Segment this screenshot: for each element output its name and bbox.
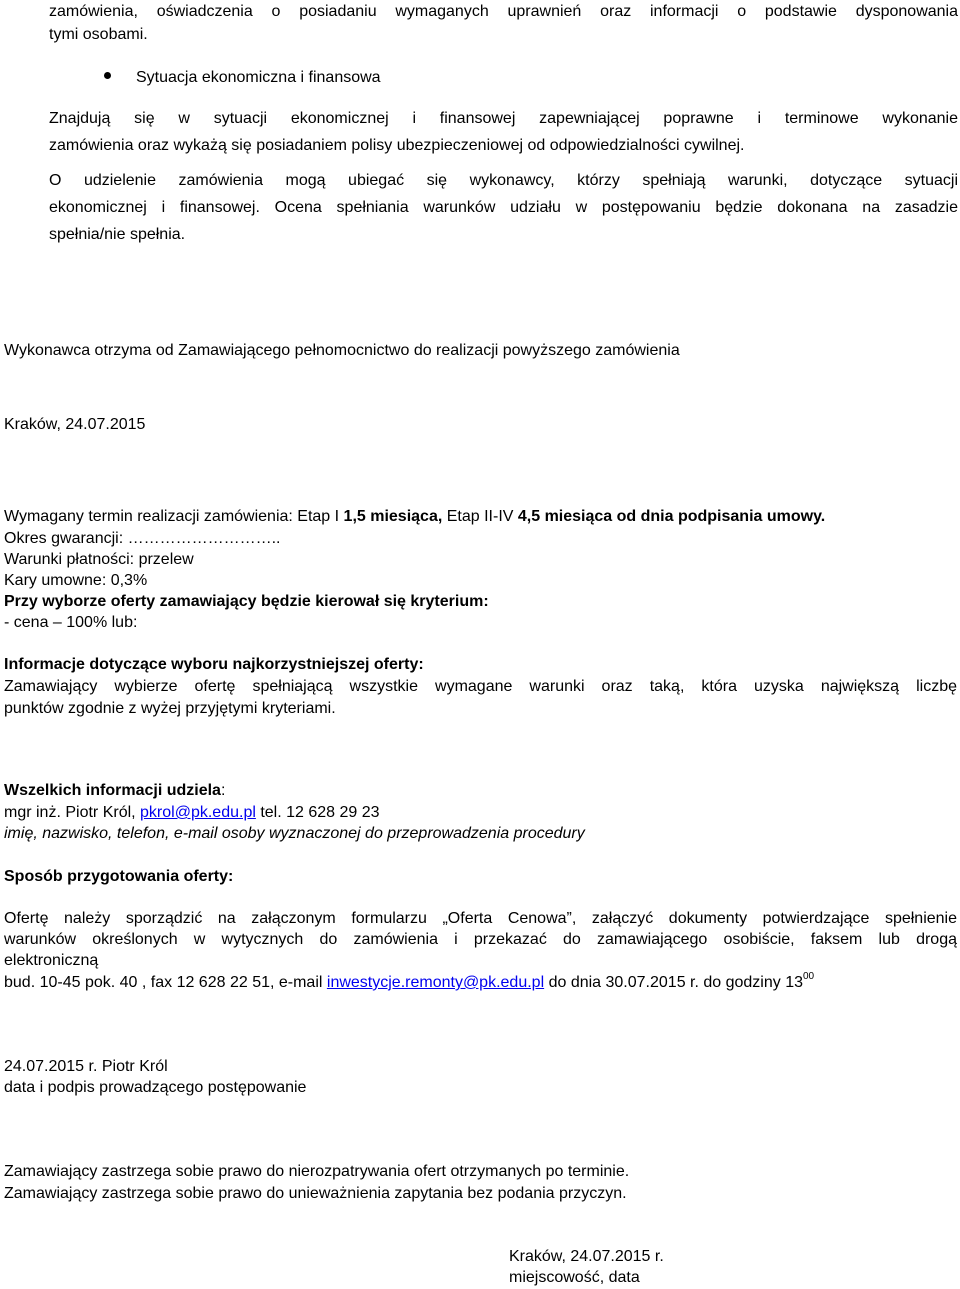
intro-line-2: tymi osobami.: [49, 26, 148, 43]
footer-caption: miejscowość, data: [509, 1269, 640, 1286]
contact-person: [4, 801, 957, 824]
contact-heading-label: Wszelkich informacji udziela: [4, 782, 221, 799]
place-date-1: Kraków, 24.07.2015: [4, 416, 146, 433]
preparation-line-2: warunków określonych w wytycznych do zamówienia i przekazać do zamawiającego osobiście, faksem lub drogą: [4, 931, 957, 948]
contact-email-link[interactable]: pkrol@pk.edu.pl: [140, 804, 256, 821]
eligibility-line-1: O udzielenie zamówienia mogą ubiegać się wykonawcy, którzy spełniają warunki, dotyczące sytuacji: [49, 172, 958, 189]
preparation-heading: Sposób przygotowania oferty:: [4, 868, 234, 885]
selection-heading: Informacje dotyczące wyboru najkorzystniejszej oferty:: [4, 656, 424, 673]
economic-bullet-label: Sytuacja ekonomiczna i finansowa: [136, 69, 381, 86]
economic-line-2: zamówienia oraz wykażą się posiadaniem polisy ubezpieczeniowej od odpowiedzialności cywilnej.: [49, 137, 745, 154]
eligibility-line-2: ekonomicznej i finansowej. Ocena spełniania warunków udziału w postępowaniu będzie dokonana na zasadzie: [49, 199, 958, 216]
footer-place-date: Kraków, 24.07.2015 r.: [509, 1248, 664, 1265]
preparation-line-1: Ofertę należy sporządzić na załączonym formularzu „Oferta Cenowa”, załączyć dokumenty potwierdzające spełnienie: [4, 910, 957, 927]
contact-phone: tel. 12 628 29 23: [255, 804, 380, 821]
contact-heading: [4, 779, 957, 802]
penalties: Kary umowne: 0,3%: [4, 572, 148, 589]
eligibility-line-3: spełnia/nie spełnia.: [49, 226, 186, 243]
intro-line-1: zamówienia, oświadczenia o posiadaniu wymaganych uprawnień oraz informacji o podstawie dysponowania: [49, 3, 958, 20]
deadline-stage2: 4,5 miesiąca od dnia podpisania umowy.: [517, 508, 826, 525]
reservation-line-2: Zamawiający zastrzega sobie prawo do unieważnienia zapytania bez podania przyczyn.: [4, 1185, 627, 1202]
deadline: [4, 505, 957, 528]
preparation-email-link[interactable]: inwestycje.remonty@pk.edu.pl: [326, 974, 545, 991]
reservation-line-1: Zamawiający zastrzega sobie prawo do nierozpatrywania ofert otrzymanych po terminie.: [4, 1163, 630, 1180]
preparation-deadline: do dnia 30.07.2015 r. do godziny 13: [544, 974, 803, 991]
criterion-value: - cena – 100% lub:: [4, 614, 138, 631]
preparation-line-3: elektroniczną: [4, 952, 99, 969]
contact-heading-colon: :: [220, 782, 226, 799]
deadline-prefix: Wymagany termin realizacji zamówienia: Etap I: [4, 508, 344, 525]
preparation-line-4: [4, 971, 957, 994]
preparation-address: bud. 10-45 pok. 40 , fax 12 628 22 51, e-mail: [4, 974, 327, 991]
contact-caption: imię, nazwisko, telefon, e-mail osoby wyznaczonej do przeprowadzenia procedury: [4, 825, 585, 842]
deadline-stage1: 1,5 miesiąca,: [343, 508, 443, 525]
signature-line-1: 24.07.2015 r. Piotr Król: [4, 1058, 168, 1075]
power-of-attorney: Wykonawca otrzyma od Zamawiającego pełnomocnictwo do realizacji powyższego zamówienia: [4, 342, 680, 359]
preparation-hour-minutes: 00: [803, 970, 815, 982]
selection-line-2: punktów zgodnie z wyżej przyjętymi kryteriami.: [4, 700, 336, 717]
bullet-icon: [104, 72, 111, 79]
selection-line-1: Zamawiający wybierze ofertę spełniającą wszystkie wymagane warunki oraz taką, która uzyska największą liczbę: [4, 678, 957, 695]
payment-terms: Warunki płatności: przelew: [4, 551, 194, 568]
economic-bullet: [104, 66, 381, 89]
warranty: Okres gwarancji: ………………………..: [4, 530, 281, 547]
economic-line-1: Znajdują się w sytuacji ekonomicznej i finansowej zapewniającej poprawne i terminowe wykonanie: [49, 110, 958, 127]
deadline-mid: Etap II-IV: [442, 508, 518, 525]
signature-line-2: data i podpis prowadzącego postępowanie: [4, 1079, 307, 1096]
criterion-heading: Przy wyborze oferty zamawiający będzie kierował się kryterium:: [4, 593, 489, 610]
contact-name: mgr inż. Piotr Król,: [4, 804, 141, 821]
